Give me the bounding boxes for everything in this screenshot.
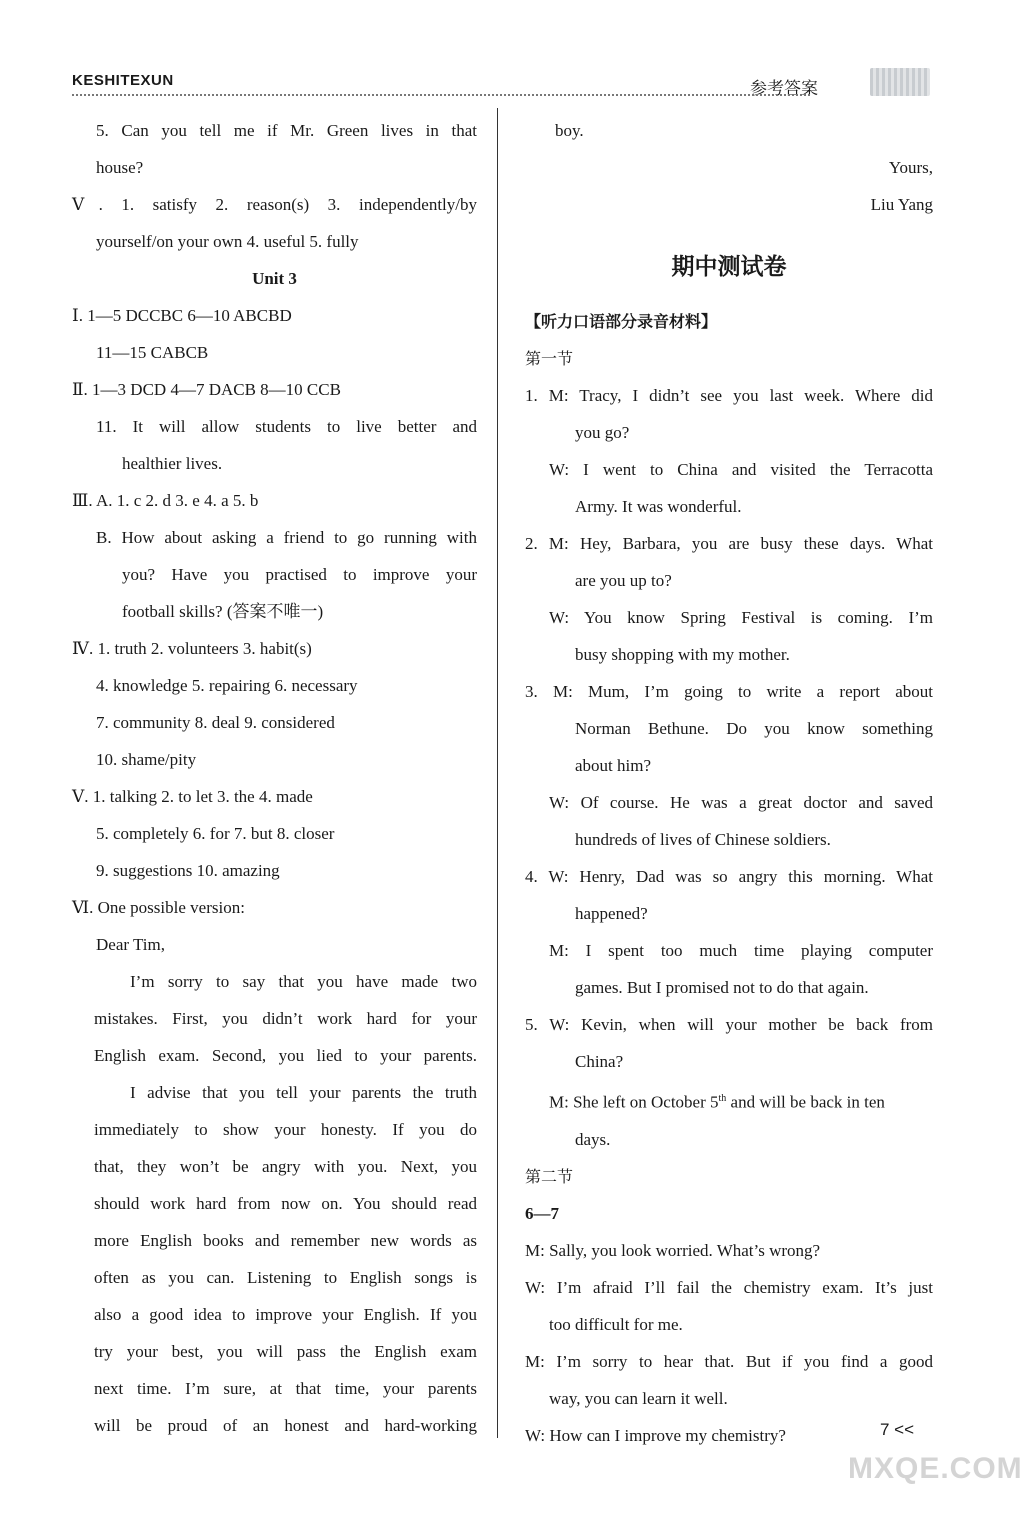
answer-line: house? (96, 158, 144, 177)
dialogue-line: are you up to? (575, 571, 672, 590)
section-label: 第一节 (525, 349, 574, 368)
publisher-logo (870, 68, 930, 96)
section-title: 参考答案 (750, 79, 818, 99)
dialogue-line: 1. M: Tracy, I didn’t see you last week. Where did (525, 386, 933, 405)
answer-line: B. How about asking a friend to go running with (96, 528, 477, 547)
dialogue-line: 5. W: Kevin, when will your mother be back from (525, 1015, 933, 1034)
letter-salutation: Dear Tim, (96, 935, 165, 954)
page-number: 7 << (880, 1420, 915, 1439)
right-column (525, 112, 933, 1454)
dialogue-line: happened? (575, 904, 648, 923)
dialogue-line: M: I spent too much time playing computer (549, 941, 933, 960)
header-rule (72, 94, 810, 96)
letter-line: should work hard from now on. You should read (94, 1194, 477, 1213)
midterm-title: 期中测试卷 (671, 254, 787, 280)
dialogue-line: about him? (575, 756, 652, 775)
dialogue-line: 4. W: Henry, Dad was so angry this morning. What (525, 867, 933, 886)
column-divider (497, 108, 498, 1438)
letter-line: will be proud of an honest and hard-working (94, 1416, 477, 1435)
dialogue-line: M: Sally, you look worried. What’s wrong? (525, 1240, 821, 1260)
section-label: 第二节 (525, 1166, 574, 1186)
answer-line: Ⅳ. 1. truth 2. volunteers 3. habit(s) (72, 639, 312, 658)
question-range: 6—7 (525, 1203, 559, 1223)
dialogue-line: M: I’m sorry to hear that. But if you find a good (525, 1351, 933, 1371)
dialogue-line: games. But I promised not to do that again. (575, 978, 869, 997)
dialogue-line: 2. M: Hey, Barbara, you are busy these days. What (525, 534, 933, 553)
answer-line: Ⅱ. 1—3 DCD 4—7 DACB 8—10 CCB (72, 380, 341, 399)
answer-line: 5. Can you tell me if Mr. Green lives in that (96, 121, 477, 140)
dialogue-line: W: Of course. He was a great doctor and saved (549, 793, 933, 812)
answer-line: healthier lives. (122, 454, 223, 473)
dialogue-line: W: You know Spring Festival is coming. I’m (549, 608, 933, 627)
dialogue-line: Army. It was wonderful. (575, 497, 742, 516)
answer-line: 10. shame/pity (96, 750, 197, 769)
letter-line: also a good idea to improve your English. If you (94, 1305, 477, 1324)
answer-line: Ⅴ. 1. talking 2. to let 3. the 4. made (72, 787, 313, 806)
dialogue-line: days. (575, 1129, 611, 1149)
listening-title: 【听力口语部分录音材料】 (525, 312, 718, 331)
dialogue-line: way, you can learn it well. (549, 1388, 728, 1408)
answer-line: 7. community 8. deal 9. considered (96, 713, 335, 732)
superscript: th (718, 1093, 727, 1104)
dialogue-line: W: I’m afraid I’ll fail the chemistry exam. It’s just (525, 1277, 933, 1297)
letter-line: more English books and remember new words as (94, 1231, 477, 1250)
letter-line: often as you can. Listening to English songs is (94, 1268, 477, 1287)
answer-line: football skills? (答案不唯一) (122, 602, 324, 621)
left-column (72, 112, 477, 1444)
brand-text: KESHITEXUN (72, 72, 174, 89)
dialogue-line (525, 1080, 933, 1121)
answer-line: Ⅵ. One possible version: (72, 898, 245, 917)
dialogue-line: China? (575, 1052, 624, 1071)
letter-line: next time. I’m sure, at that time, your parents (94, 1379, 477, 1398)
letter-closing: Yours, (888, 158, 933, 177)
answer-line: 9. suggestions 10. amazing (96, 861, 280, 880)
letter-signature: Liu Yang (870, 195, 933, 214)
answer-line: 4. knowledge 5. repairing 6. necessary (96, 676, 358, 695)
letter-line: I advise that you tell your parents the truth (130, 1083, 477, 1102)
dialogue-line: you go? (575, 423, 630, 442)
dialogue-line: W: How can I improve my chemistry? (525, 1425, 786, 1445)
letter-line: immediately to show your honesty. If you do (94, 1120, 477, 1139)
answer-line: 11. It will allow students to live better and (96, 417, 477, 436)
answer-line: yourself/on your own 4. useful 5. fully (96, 232, 359, 251)
dialogue-text: M: She left on October 5 (549, 1092, 719, 1112)
dialogue-text: and will be back in ten (726, 1092, 885, 1112)
dialogue-line: busy shopping with my mother. (575, 645, 790, 664)
dialogue-line: too difficult for me. (549, 1314, 683, 1334)
answer-line: you? Have you practised to improve your (122, 565, 477, 584)
answer-line: Ⅴ. 1. satisfy 2. reason(s) 3. independently/by (72, 195, 477, 214)
letter-line: English exam. Second, you lied to your parents. (94, 1046, 477, 1065)
dialogue-line: hundreds of lives of Chinese soldiers. (575, 830, 831, 849)
letter-line: boy. (555, 121, 584, 140)
letter-line: mistakes. First, you didn’t work hard for your (94, 1009, 477, 1028)
answer-line: Ⅲ. A. 1. c 2. d 3. e 4. a 5. b (72, 491, 259, 510)
dialogue-line: 3. M: Mum, I’m going to write a report about (525, 682, 933, 701)
unit-title: Unit 3 (252, 269, 297, 288)
page-header (72, 72, 930, 100)
answer-line: 5. completely 6. for 7. but 8. closer (96, 824, 335, 843)
watermark-logo: MXQE.COM (848, 1452, 1023, 1485)
letter-line: that, they won’t be angry with you. Next, you (94, 1157, 477, 1176)
answer-line: 11—15 CABCB (96, 343, 209, 362)
answer-line: Ⅰ. 1—5 DCCBC 6—10 ABCBD (72, 306, 292, 325)
dialogue-line: W: I went to China and visited the Terracotta (549, 460, 933, 479)
letter-line: I’m sorry to say that you have made two (130, 972, 477, 991)
letter-line: try your best, you will pass the English exam (94, 1342, 477, 1361)
dialogue-line: Norman Bethune. Do you know something (575, 719, 933, 738)
